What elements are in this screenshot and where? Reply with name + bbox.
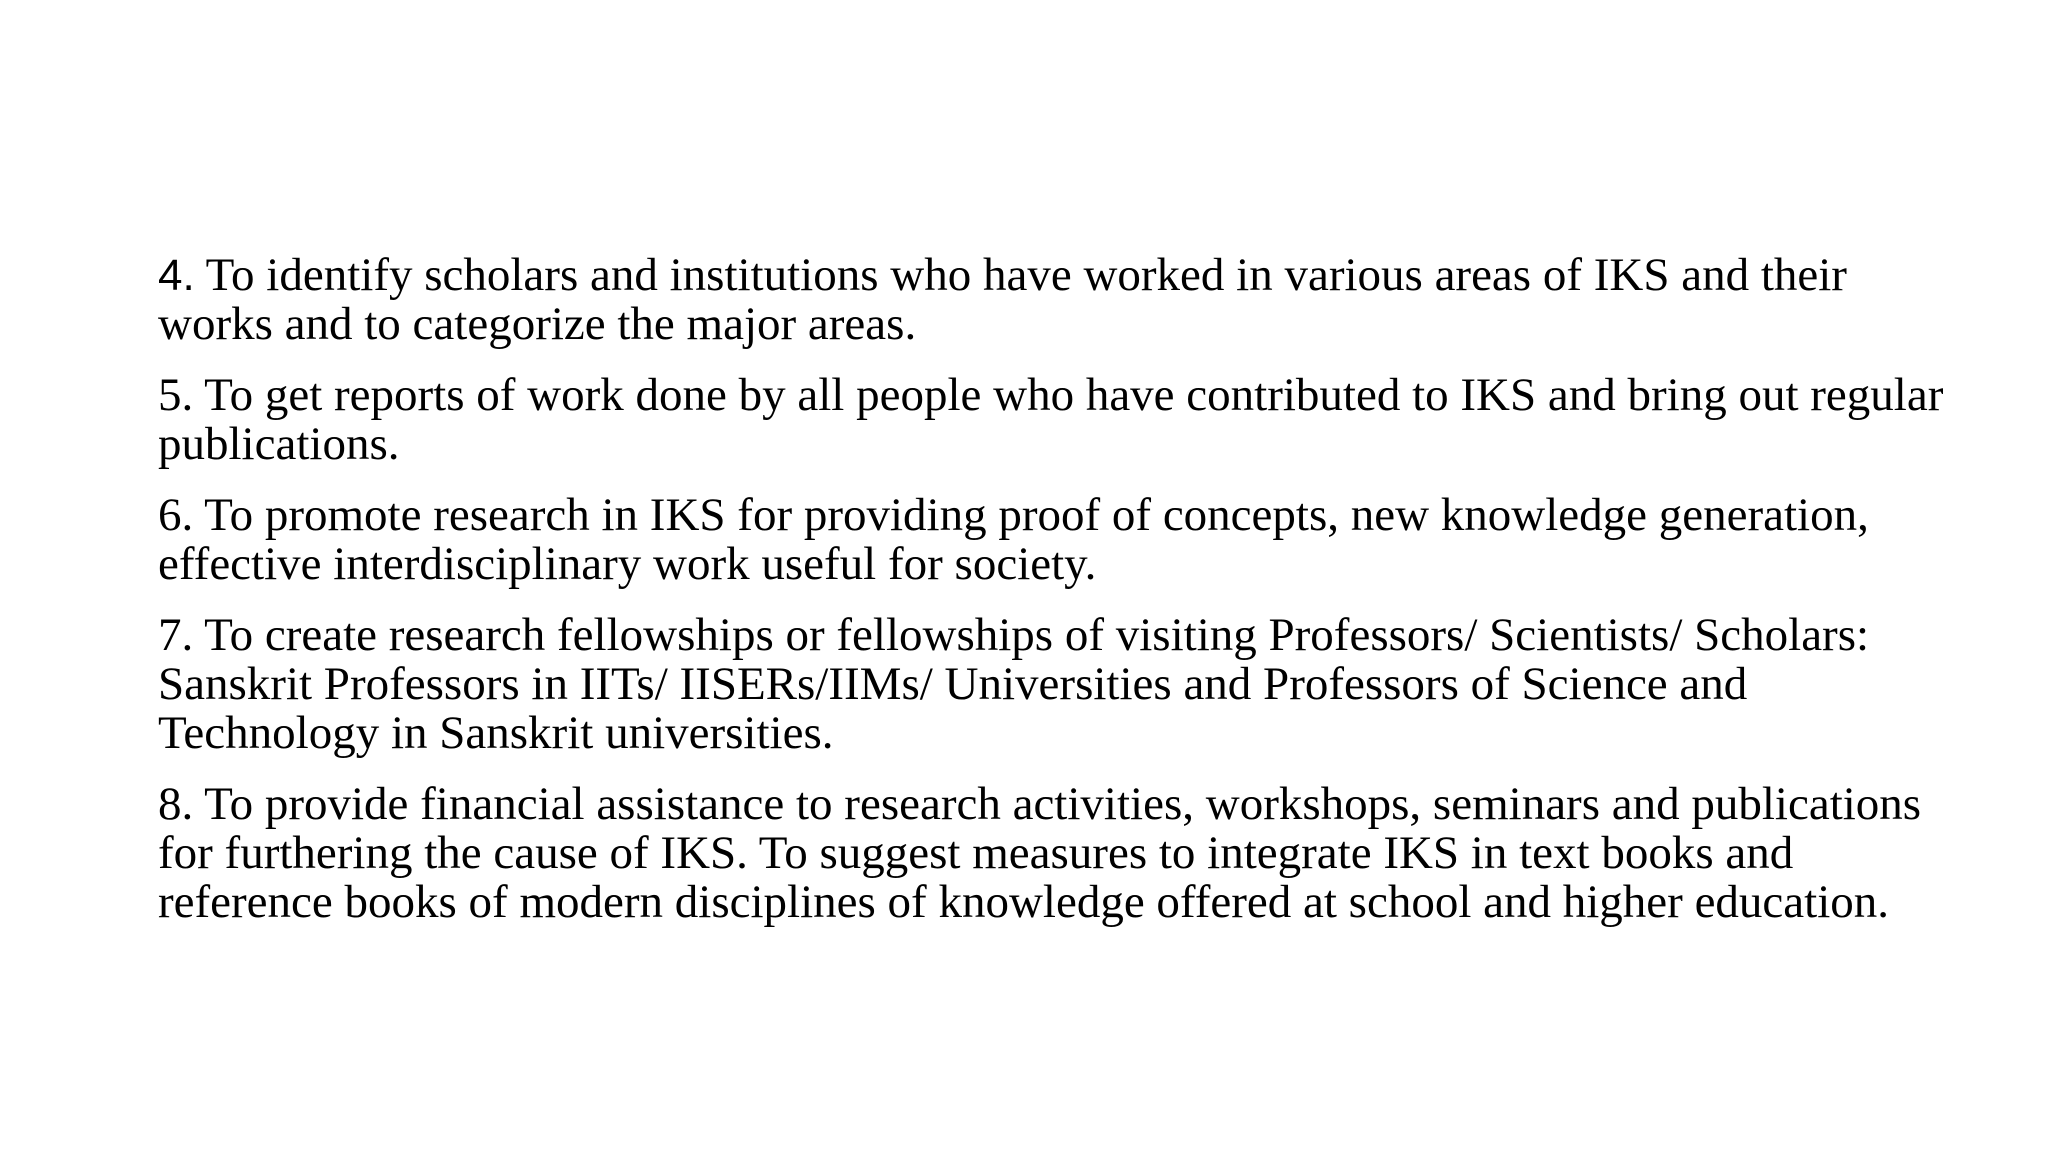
list-item-7: [158, 611, 1948, 758]
item-number: 5.: [158, 369, 194, 421]
item-number: 8.: [158, 778, 194, 830]
item-number: 7.: [158, 609, 194, 661]
item-text: To promote research in IKS for providing proof of concepts, new knowledge generation, effective interdisciplinary work useful for society.: [158, 489, 1869, 590]
item-text: To create research fellowships or fellowships of visiting Professors/ Scientists/ Scholars: Sanskrit Professors in IITs/ IISERs/IIMs/ Universities and Professors of Science and Technology in Sanskrit universities.: [158, 609, 1870, 759]
list-item-4: [158, 251, 1948, 349]
item-text: To identify scholars and institutions who have worked in various areas of IKS and their works and to categorize the major areas.: [158, 249, 1847, 350]
list-item-6: [158, 491, 1948, 589]
list-item-5: [158, 371, 1948, 469]
item-text: To get reports of work done by all people who have contributed to IKS and bring out regular publications.: [158, 369, 1944, 470]
item-number: 6.: [158, 489, 194, 541]
list-item-8: [158, 780, 1948, 927]
numbered-list: [158, 251, 1948, 949]
item-number: 4.: [158, 251, 195, 300]
item-text: To provide financial assistance to research activities, workshops, seminars and publications for furthering the cause of IKS. To suggest measures to integrate IKS in text books and reference books of modern disciplines of knowledge offered at school and higher education.: [158, 778, 1922, 928]
